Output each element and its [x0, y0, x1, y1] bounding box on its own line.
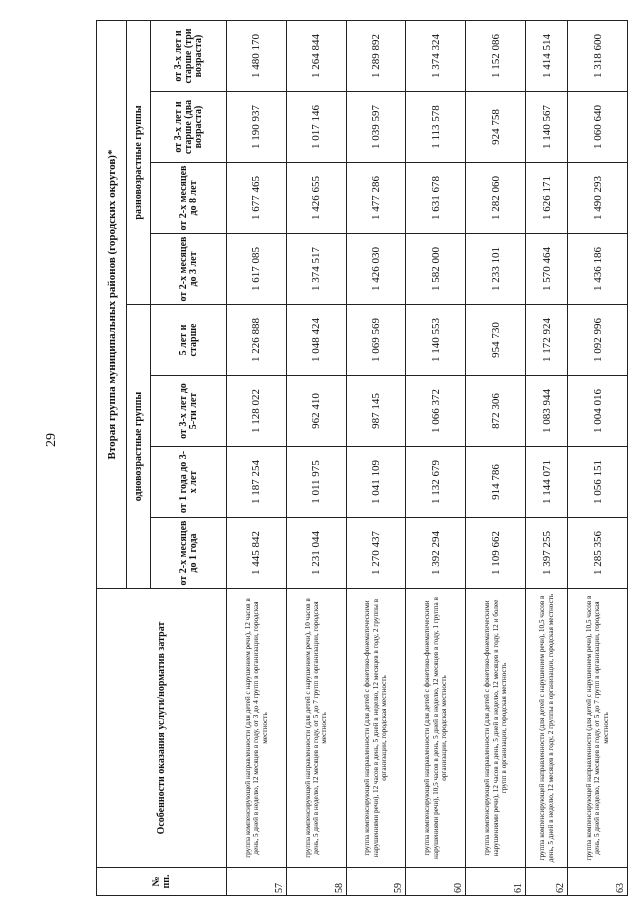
cost-value: 1 144 071 [526, 447, 568, 518]
cost-value: 1 582 000 [406, 234, 466, 305]
row-description: группа компенсирующей направленности (для детей с нарушением речи), 12 часов в день, 5 дней в неделю, 12 месяцев в году, от 3 до 4 групп в организации, городская местность [227, 589, 287, 868]
cost-value: 1 187 254 [227, 447, 287, 518]
cost-value: 1 477 286 [346, 163, 406, 234]
age-col-header: от 2-х месяцев до 3 лет [151, 234, 227, 305]
row-number: 60 [406, 868, 466, 896]
table-row [346, 20, 406, 895]
cost-value: 1 426 030 [346, 234, 406, 305]
cost-value: 1 282 060 [466, 163, 526, 234]
mixed-age-groups-header: разновозрастные группы [127, 20, 151, 304]
cost-value: 1 113 578 [406, 92, 466, 163]
group-title: Вторая группа муниципальных районов (городских округов)* [97, 20, 127, 588]
cost-value: 1 190 937 [227, 92, 287, 163]
cost-value: 1 626 171 [526, 163, 568, 234]
cost-value: 1 039 597 [346, 92, 406, 163]
cost-value: 1 445 842 [227, 518, 287, 589]
cost-value: 1 414 514 [526, 20, 568, 91]
cost-value: 1 631 678 [406, 163, 466, 234]
cost-value: 1 083 944 [526, 376, 568, 447]
cost-value: 1 490 293 [568, 163, 628, 234]
num-column-header: № пп. [97, 868, 227, 896]
cost-value: 1 172 924 [526, 305, 568, 376]
cost-value: 1 226 888 [227, 305, 287, 376]
row-description: группа компенсирующей направленности (для детей с фонетико-фонематическими нарушениями речи), 12 часов в день, 5 дней в неделю, 12 месяцев в году, 2 группы в организации, городская местность [346, 589, 406, 868]
cost-norms-table [96, 20, 628, 896]
cost-value: 1 397 255 [526, 518, 568, 589]
cost-value: 1 066 372 [406, 376, 466, 447]
cost-value: 1 392 294 [406, 518, 466, 589]
table-row [466, 20, 526, 895]
cost-value: 1 374 324 [406, 20, 466, 91]
cost-value: 1 318 600 [568, 20, 628, 91]
cost-value: 1 132 679 [406, 447, 466, 518]
cost-value: 1 060 640 [568, 92, 628, 163]
description-column-header: Особенности оказания услуги/норматив затрат [97, 589, 227, 868]
cost-value: 1 092 996 [568, 305, 628, 376]
row-description: группа компенсирующей направленности (для детей с фонетико-фонематическими нарушениями речи), 12 часов в день, 5 дней в неделю, 12 месяцев в году, 12 и более групп в организации, городская местность [466, 589, 526, 868]
cost-value: 1 617 085 [227, 234, 287, 305]
row-description: группа компенсирующей направленности (для детей с нарушением речи), 10,5 часов в день, 5 дней в неделю, 12 месяцев в году, от 5 до 7 групп в организации, городская местность [568, 589, 628, 868]
cost-value: 962 410 [286, 376, 346, 447]
cost-value: 1 289 892 [346, 20, 406, 91]
same-age-groups-header: одновозрастные группы [127, 305, 151, 589]
table-row [286, 20, 346, 895]
cost-value: 1 480 170 [227, 20, 287, 91]
table-row [227, 20, 287, 895]
cost-value: 1 264 844 [286, 20, 346, 91]
age-col-header: от 2-х месяцев до 8 лет [151, 163, 227, 234]
cost-value: 1 231 044 [286, 518, 346, 589]
cost-value: 1 233 101 [466, 234, 526, 305]
row-description: группа компенсирующей направленности (для детей с нарушением речи), 10,5 часов в день, 5 дней в неделю, 12 месяцев в году, 2 группы в организации, городская местность [526, 589, 568, 868]
row-number: 57 [227, 868, 287, 896]
cost-value: 1 426 655 [286, 163, 346, 234]
table-row [568, 20, 628, 895]
cost-value: 1 152 086 [466, 20, 526, 91]
cost-value: 1 140 567 [526, 92, 568, 163]
age-col-header: от 2-х месяцев до 1 года [151, 518, 227, 589]
cost-value: 1 048 424 [286, 305, 346, 376]
cost-value: 1 677 465 [227, 163, 287, 234]
age-col-header: от 3-х лет и старше (два возраста) [151, 92, 227, 163]
age-col-header: 5 лет и старше [151, 305, 227, 376]
rotated-table-wrapper [96, 21, 628, 896]
age-col-header: от 1 года до 3-х лет [151, 447, 227, 518]
cost-value: 1 109 662 [466, 518, 526, 589]
cost-value: 954 730 [466, 305, 526, 376]
row-number: 61 [466, 868, 526, 896]
cost-value: 872 306 [466, 376, 526, 447]
row-number: 63 [568, 868, 628, 896]
cost-value: 1 374 517 [286, 234, 346, 305]
cost-value: 1 004 016 [568, 376, 628, 447]
page-number: 29 [44, 433, 59, 447]
cost-value: 1 436 186 [568, 234, 628, 305]
row-number: 59 [346, 868, 406, 896]
row-number: 62 [526, 868, 568, 896]
age-col-header: от 3-х лет до 5-ти лет [151, 376, 227, 447]
cost-value: 1 270 437 [346, 518, 406, 589]
row-number: 58 [286, 868, 346, 896]
table-row [526, 20, 568, 895]
cost-value: 1 128 022 [227, 376, 287, 447]
cost-value: 1 285 356 [568, 518, 628, 589]
cost-value: 1 041 109 [346, 447, 406, 518]
row-description: группа компенсирующей направленности (для детей с фонетико-фонематическими нарушениями речи), 10,5 часов в день, 5 дней в неделю, 12 месяцев в году, 1 группа в организации, городская местность [406, 589, 466, 868]
age-col-header: от 3-х лет и старше (три возраста) [151, 20, 227, 91]
row-description: группа компенсирующей направленности (для детей с нарушением речи), 10 часов в день, 5 дней в неделю, 12 месяцев в году, от 5 до 7 групп в организации, городская местность [286, 589, 346, 868]
cost-value: 924 758 [466, 92, 526, 163]
cost-value: 914 786 [466, 447, 526, 518]
cost-value: 1 069 569 [346, 305, 406, 376]
cost-value: 1 011 975 [286, 447, 346, 518]
cost-value: 1 570 464 [526, 234, 568, 305]
cost-value: 1 140 553 [406, 305, 466, 376]
table-row [406, 20, 466, 895]
cost-value: 1 017 146 [286, 92, 346, 163]
cost-value: 1 056 151 [568, 447, 628, 518]
cost-value: 987 145 [346, 376, 406, 447]
